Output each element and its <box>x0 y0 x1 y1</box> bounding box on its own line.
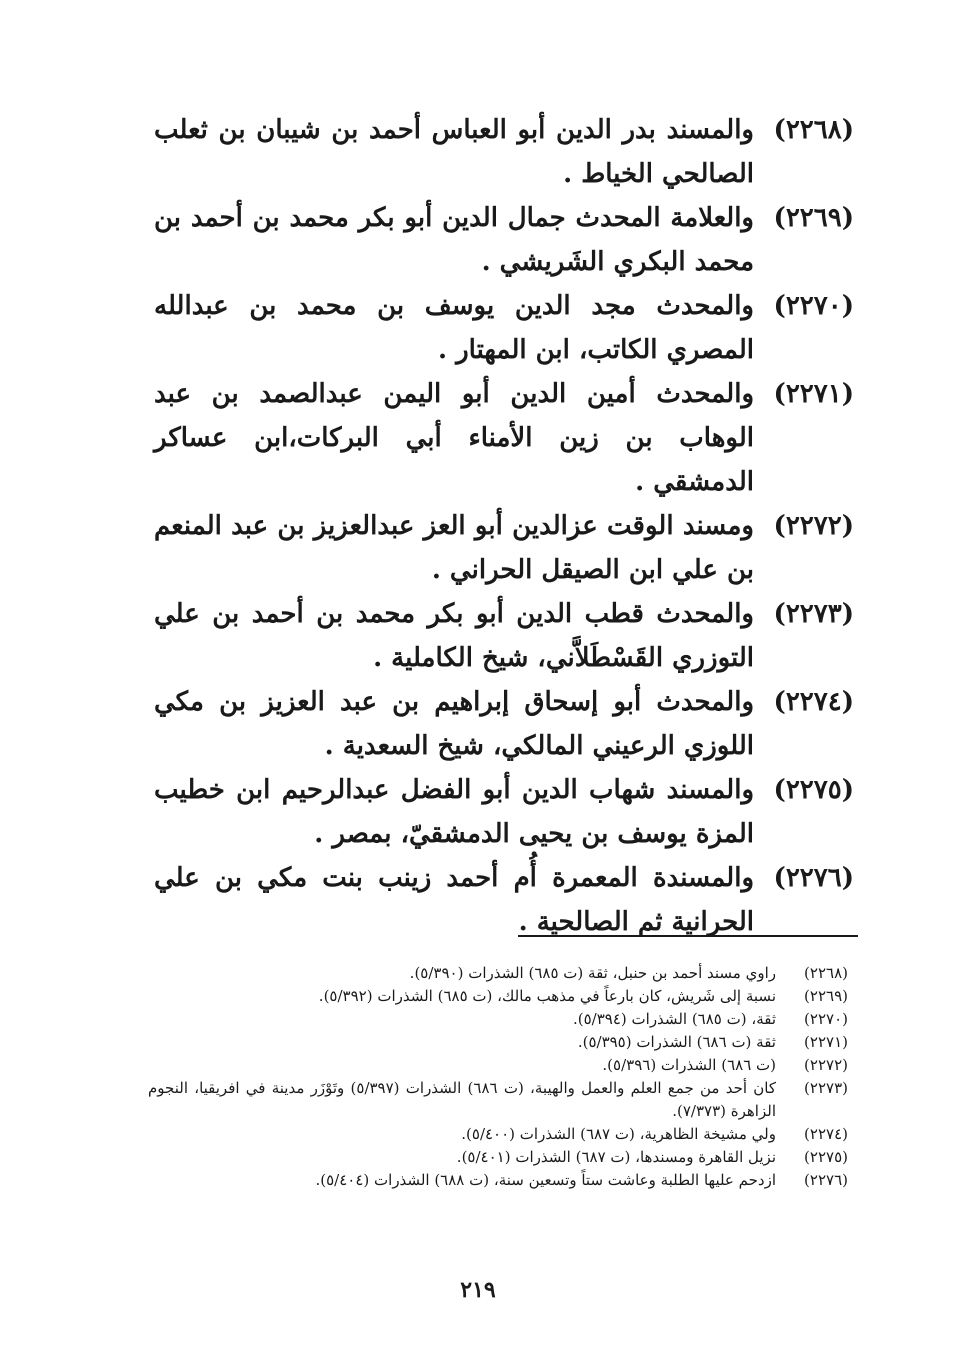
entry-number: (٢٢٦٨) <box>773 115 854 145</box>
entry <box>154 680 854 768</box>
footnote-text: ازدحم عليها الطلبة وعاشت ستاً وتسعين سنة، (ت ٦٨٨) الشذرات (٥/٤٠٤). <box>315 1171 776 1189</box>
footnote <box>148 985 848 1008</box>
entry-number: (٢٢٧٠) <box>773 291 854 321</box>
entry-text: والمسند بدر الدين أبو العباس أحمد بن شيبان بن ثعلب الصالحي الخياط . <box>154 115 754 189</box>
entry-number: (٢٢٧٥) <box>773 775 854 805</box>
entries-list <box>154 108 854 944</box>
footnote <box>148 1123 848 1146</box>
footnote-number: (٢٢٧٣) <box>804 1079 848 1097</box>
entry <box>154 856 854 944</box>
entry-number: (٢٢٧٢) <box>773 511 854 541</box>
entry <box>154 768 854 856</box>
footnote-number: (٢٢٦٨) <box>804 964 848 982</box>
footnote-number: (٢٢٧٥) <box>804 1148 848 1166</box>
entry <box>154 592 854 680</box>
footnote <box>148 1008 848 1031</box>
footnote-number: (٢٢٧٦) <box>804 1171 848 1189</box>
entry <box>154 504 854 592</box>
footnote-number: (٢٢٦٩) <box>804 987 848 1005</box>
footnote-number: (٢٢٧١) <box>804 1033 848 1051</box>
page-number: ٢١٩ <box>460 1277 496 1303</box>
footnote-text: ثقة (ت ٦٨٦) الشذرات (٥/٣٩٥). <box>577 1033 776 1051</box>
entry-number: (٢٢٦٩) <box>773 203 854 233</box>
footnote-text: ولي مشيخة الظاهرية، (ت ٦٨٧) الشذرات (٥/٤٠٠). <box>461 1125 776 1143</box>
footnote <box>148 1031 848 1054</box>
entry-text: والمحدث أمين الدين أبو اليمن عبدالصمد بن عبد الوهاب بن زين الأمناء أبي البركات،ابن عساكر الدمشقي . <box>154 379 754 497</box>
entry <box>154 372 854 504</box>
entry-text: والمحدث قطب الدين أبو بكر محمد بن أحمد بن علي التوزري القَسْطَلاَّني، شيخ الكاملية . <box>154 599 754 673</box>
footnote-number: (٢٢٧٤) <box>804 1125 848 1143</box>
footnote-number: (٢٢٧٢) <box>804 1056 848 1074</box>
entry-number: (٢٢٧١) <box>773 379 854 409</box>
footnotes-list <box>148 962 848 1192</box>
footnote <box>148 1077 848 1123</box>
footnote <box>148 962 848 985</box>
footnote <box>148 1146 848 1169</box>
footnote-text: نسبة إلى شَريش، كان بارعاً في مذهب مالك، (ت ٦٨٥) الشذرات (٥/٣٩٢). <box>318 987 776 1005</box>
entry-text: والمحدث مجد الدين يوسف بن محمد بن عبدالله المصري الكاتب، ابن المهتار . <box>154 291 754 365</box>
entry-text: والمسندة المعمرة أُم أحمد زينب بنت مكي بن علي الحرانية ثم الصالحية . <box>154 863 754 937</box>
footnote-text: راوي مسند أحمد بن حنبل، ثقة (ت ٦٨٥) الشذرات (٥/٣٩٠). <box>409 964 776 982</box>
entry-number: (٢٢٧٦) <box>773 863 854 893</box>
footnote-text: نزيل القاهرة ومسندها، (ت ٦٨٧) الشذرات (٥/٤٠١). <box>456 1148 776 1166</box>
footnote <box>148 1169 848 1192</box>
entry <box>154 108 854 196</box>
entry-text: والعلامة المحدث جمال الدين أبو بكر محمد بن أحمد بن محمد البكري الشَريشي . <box>154 203 754 277</box>
footnote-text: ثقة، (ت ٦٨٥) الشذرات (٥/٣٩٤). <box>573 1010 776 1028</box>
entry-text: والمسند شهاب الدين أبو الفضل عبدالرحيم ابن خطيب المزة يوسف بن يحيى الدمشقيّ، بمصر . <box>154 775 754 849</box>
footnote-number: (٢٢٧٠) <box>804 1010 848 1028</box>
entry-number: (٢٢٧٣) <box>773 599 854 629</box>
footnote-divider <box>518 935 858 937</box>
entry <box>154 196 854 284</box>
entry-text: ومسند الوقت عزالدين أبو العز عبدالعزيز بن عبد المنعم بن علي ابن الصيقل الحراني . <box>154 511 754 585</box>
footnote-text: كان أحد من جمع العلم والعمل والهيبة، (ت ٦٨٦) الشذرات (٥/٣٩٧) وتَوْزَر مدينة في افريقيا، النجوم الزاهرة (٧/٣٧٣). <box>148 1079 776 1120</box>
entry <box>154 284 854 372</box>
footnote <box>148 1054 848 1077</box>
entry-text: والمحدث أبو إسحاق إبراهيم بن عبد العزيز بن مكي اللوزي الرعيني المالكي، شيخ السعدية . <box>154 687 754 761</box>
entry-number: (٢٢٧٤) <box>773 687 854 717</box>
footnote-text: (ت ٦٨٦) الشذرات (٥/٣٩٦). <box>602 1056 776 1074</box>
